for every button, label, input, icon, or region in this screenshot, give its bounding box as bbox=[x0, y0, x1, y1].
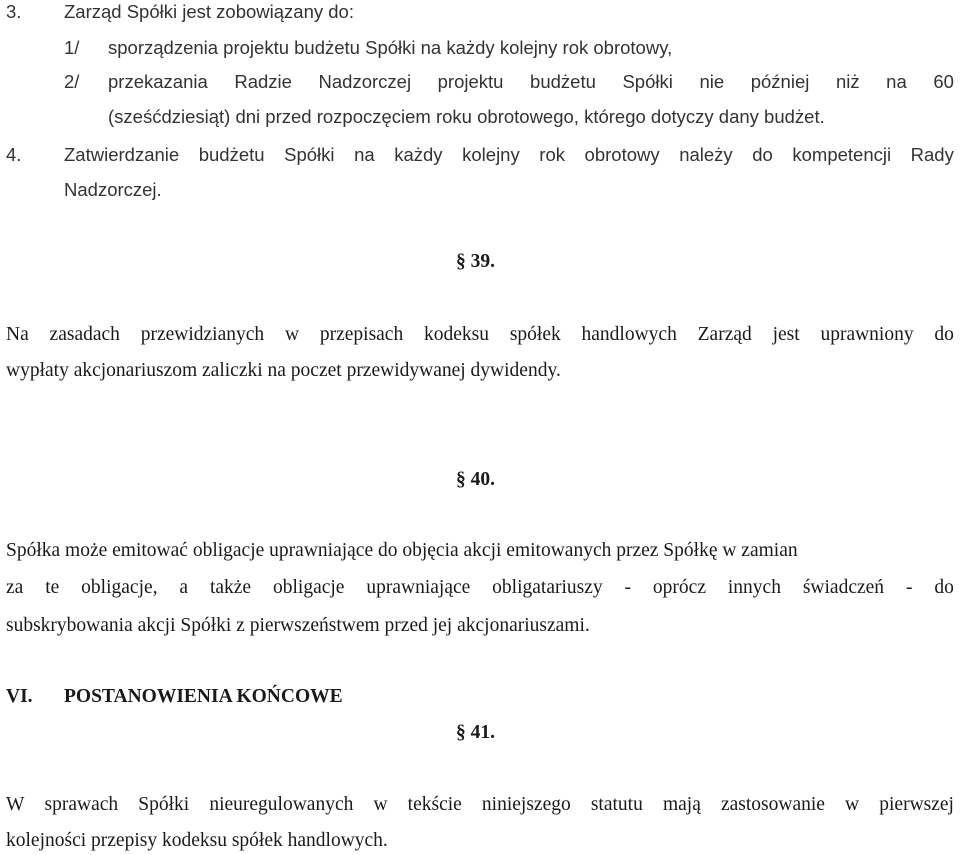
paragraph-41-line-1 bbox=[6, 793, 954, 817]
word: uprawniony bbox=[820, 324, 914, 345]
paragraph-40-line-2 bbox=[6, 576, 954, 600]
word: innych bbox=[727, 577, 781, 598]
word: rok bbox=[539, 144, 565, 165]
section-3-item-2-line-2: (sześćdziesiąt) dni przed rozpoczęciem roku obrotowego, którego dotyczy dany budżet. bbox=[108, 106, 825, 127]
word: każdy bbox=[394, 144, 443, 165]
paragraph-41-heading: § 41. bbox=[456, 722, 495, 743]
word: - bbox=[905, 577, 913, 598]
word: Rady bbox=[910, 144, 954, 165]
word: W bbox=[6, 794, 25, 815]
word: do bbox=[752, 144, 773, 165]
section-3-item-2-number: 2/ bbox=[64, 71, 80, 92]
word: - bbox=[624, 577, 632, 598]
word: uprawniające bbox=[366, 577, 471, 598]
paragraph-41-line-2: kolejności przepisy kodeksu spółek handlowych. bbox=[6, 830, 388, 851]
word: obligacje, bbox=[81, 577, 158, 598]
section-3-number: 3. bbox=[6, 1, 22, 22]
word: kolejny bbox=[462, 144, 520, 165]
word: te bbox=[45, 577, 60, 598]
word: sprawach bbox=[44, 794, 119, 815]
word: niniejszego bbox=[481, 794, 571, 815]
word: w bbox=[284, 324, 300, 345]
word: handlowych bbox=[581, 324, 677, 345]
word: za bbox=[6, 577, 24, 598]
word: w bbox=[845, 794, 860, 815]
paragraph-39-line-1 bbox=[6, 323, 954, 347]
word: obligacje bbox=[272, 577, 345, 598]
word: Spółki bbox=[622, 71, 673, 92]
section-4-line-2: Nadzorczej. bbox=[64, 179, 162, 200]
paragraph-40-line-1: Spółka może emitować obligacje uprawniające do objęcia akcji emitowanych przez Spółkę w zamian bbox=[6, 540, 798, 561]
word: Zatwierdzanie bbox=[64, 144, 180, 165]
word: niż bbox=[835, 71, 860, 92]
word: obligatariuszy bbox=[492, 577, 603, 598]
section-4-line-1 bbox=[64, 143, 954, 167]
word: na bbox=[886, 71, 907, 92]
section-3-item-2-line-1 bbox=[108, 70, 954, 94]
word: projektu bbox=[437, 71, 504, 92]
word: a bbox=[179, 577, 189, 598]
word: na bbox=[354, 144, 375, 165]
section-3-item-1-text: sporządzenia projektu budżetu Spółki na każdy kolejny rok obrotowy, bbox=[108, 37, 673, 58]
word: oprócz bbox=[652, 577, 706, 598]
word: pierwszej bbox=[879, 794, 954, 815]
word: zastosowanie bbox=[720, 794, 825, 815]
word: Nadzorczej bbox=[318, 71, 412, 92]
word: także bbox=[209, 577, 252, 598]
chapter-6-number: VI. bbox=[6, 686, 33, 707]
word: świadczeń bbox=[802, 577, 885, 598]
word: budżetu bbox=[530, 71, 596, 92]
section-4-number: 4. bbox=[6, 144, 22, 165]
paragraph-40-line-3: subskrybowania akcji Spółki z pierwszeństwem przed jej akcjonariuszami. bbox=[6, 615, 590, 636]
word: w bbox=[373, 794, 388, 815]
word: budżetu bbox=[198, 144, 265, 165]
paragraph-39-line-2: wypłaty akcjonariuszom zaliczki na poczet przewidywanej dywidendy. bbox=[6, 360, 561, 381]
word: Spółki bbox=[284, 144, 335, 165]
chapter-6-title: POSTANOWIENIA KOŃCOWE bbox=[64, 686, 343, 707]
word: kompetencji bbox=[792, 144, 892, 165]
word: 60 bbox=[933, 71, 954, 92]
word: nieuregulowanych bbox=[209, 794, 354, 815]
word: spółek bbox=[509, 324, 561, 345]
word: mają bbox=[662, 794, 701, 815]
word: nie bbox=[699, 71, 725, 92]
word: należy bbox=[679, 144, 733, 165]
word: obrotowy bbox=[584, 144, 660, 165]
word: Radzie bbox=[234, 71, 292, 92]
word: przewidzianych bbox=[140, 324, 265, 345]
word: przekazania bbox=[108, 71, 208, 92]
word: tekście bbox=[407, 794, 462, 815]
word: kodeksu bbox=[424, 324, 490, 345]
section-3-item-1-number: 1/ bbox=[64, 37, 80, 58]
paragraph-39-heading: § 39. bbox=[456, 251, 495, 272]
section-3-intro: Zarząd Spółki jest zobowiązany do: bbox=[64, 1, 354, 22]
word: jest bbox=[772, 324, 800, 345]
word: później bbox=[750, 71, 810, 92]
word: zasadach bbox=[49, 324, 120, 345]
word: do bbox=[934, 577, 954, 598]
paragraph-40-heading: § 40. bbox=[456, 469, 495, 490]
word: przepisach bbox=[319, 324, 404, 345]
word: do bbox=[934, 324, 954, 345]
word: statutu bbox=[590, 794, 643, 815]
word: Spółki bbox=[138, 794, 190, 815]
word: Na bbox=[6, 324, 29, 345]
word: Zarząd bbox=[697, 324, 752, 345]
